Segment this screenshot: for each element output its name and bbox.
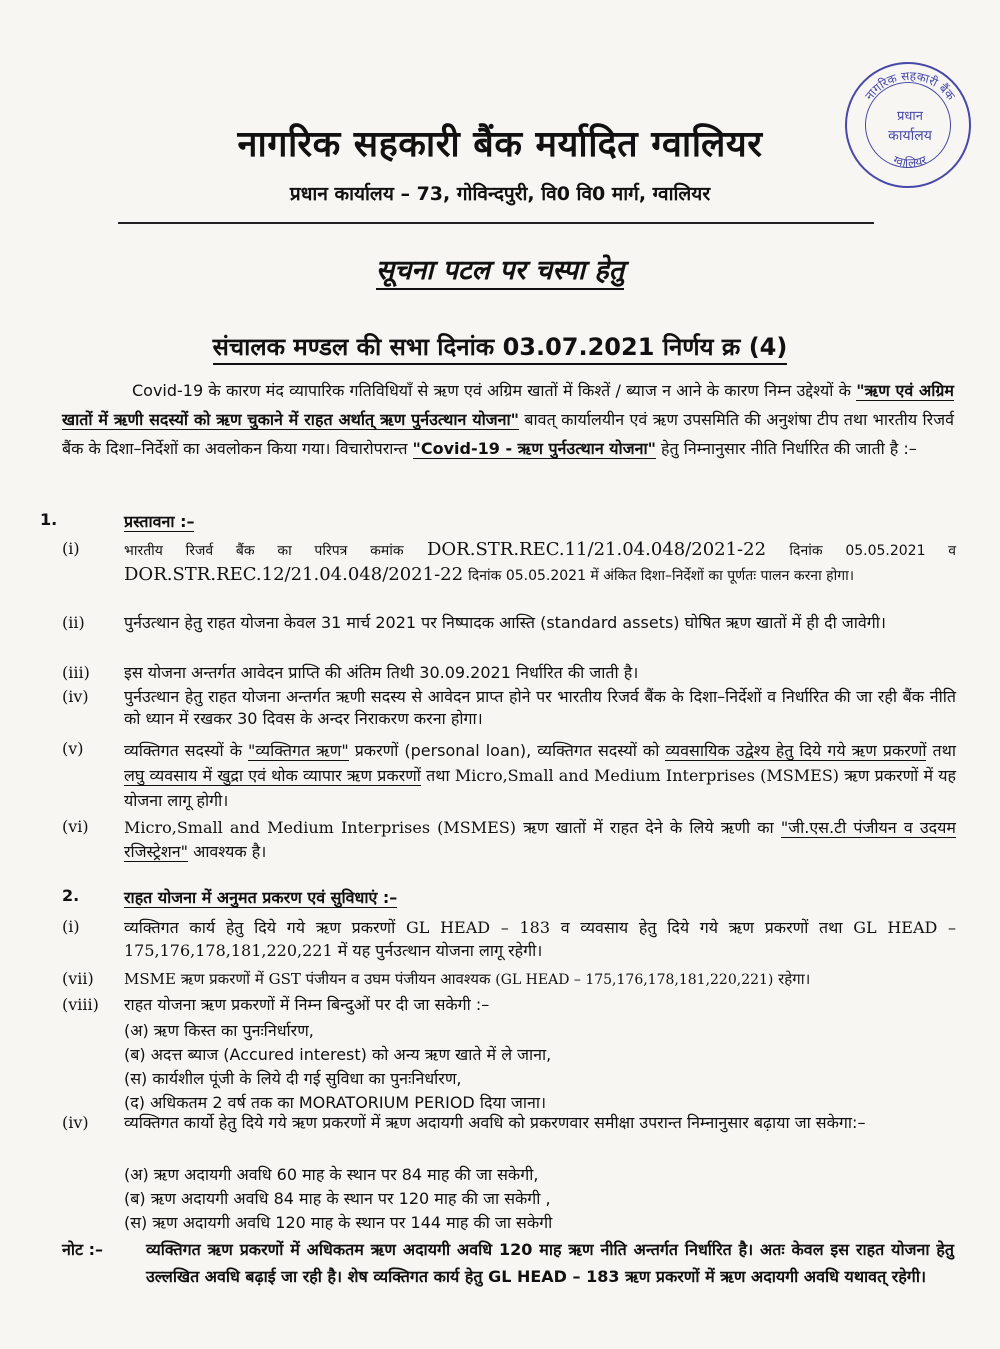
- item-number: (viii): [62, 995, 99, 1014]
- personal-loan-term: "व्यक्तिगत ऋण": [248, 741, 349, 760]
- item-text: व्यक्तिगत कार्य हेतु दिये गये ऋण प्रकरणों: [124, 918, 396, 937]
- item-text: ऋण प्रकरणों में: [180, 970, 264, 988]
- section2-title-wrap: [124, 886, 397, 908]
- intro-text-1: Covid-19 के कारण मंद व्यापारिक गतिविधियॉं से ऋण एवं अग्रिम खातों में किश्तें / ब्याज न आने के कारण निम्न उद्देश्यों के: [132, 381, 851, 400]
- item-text: राहत योजना ऋण प्रकरणों में निम्न बिन्दुओं पर दी जा सकेगी :–: [124, 995, 490, 1014]
- gst-term: GST: [268, 970, 301, 988]
- item-text: दिनांक 05.05.2021 व: [789, 543, 956, 559]
- section1-title: प्रस्तावना :–: [124, 512, 195, 531]
- s2-iv-sub-b: (ब) ऋण अदायगी अवधि 84 माह के स्थान पर 120 माह की जा सकेगी ,: [124, 1189, 551, 1208]
- item-text: भारतीय रिजर्व बैंक का परिपत्र कमांक: [124, 543, 404, 559]
- meeting-title: संचालक मण्डल की सभा दिनांक 03.07.2021 निर्णय क्र (4): [213, 333, 788, 365]
- intro-scheme-name: "ऋण एवं अग्रिम खातों में ऋणी सदस्यों को ऋण चुकाने में राहत अर्थात् ऋण पुर्नउत्थान योजना": [62, 381, 954, 429]
- section2-number: 2.: [62, 886, 80, 905]
- intro-text-3: बावत् कार्यालयीन एवं ऋण उपसमिति की अनुशंषा टीप तथा भारतीय रिजर्व बैंक के दिशा–निर्देशों का अवलोकन किया गया। विचारोपरान्त: [62, 410, 954, 458]
- notice-title-wrap: [0, 250, 1000, 287]
- s2-iv-sub-a: (अ) ऋण अदायगी अवधि 60 माह के स्थान पर 84 माह की जा सकेगी,: [124, 1165, 539, 1184]
- s2-viii-sub-a: (अ) ऋण किस्त का पुनःनिर्धारण,: [124, 1021, 314, 1040]
- item-text: व्यक्तिगत सदस्यों के: [124, 741, 242, 760]
- s2-viii-sub-d: (द) अधिकतम 2 वर्ष तक का MORATORIUM PERIOD दिया जाना।: [124, 1093, 547, 1112]
- item-text: ऋण प्रकरणों में यह योजना लागू होगी।: [124, 766, 957, 810]
- meeting-title-wrap: [0, 330, 1000, 363]
- note-label: नोट :–: [62, 1240, 104, 1259]
- item-number: (vi): [62, 817, 89, 836]
- header-rule: [118, 222, 874, 224]
- item-number: (iv): [62, 687, 89, 706]
- item-number: (iii): [62, 663, 90, 682]
- gl-head-list: GL HEAD – 175,176,178,181,220,221: [124, 918, 957, 960]
- s2-viii-sub-c: (स) कार्यशील पूंजी के लिये दी गई सुविधा का पुनःनिर्धारण,: [124, 1069, 462, 1088]
- item-number: (vii): [62, 969, 94, 988]
- gst-registration-term: "जी.एस.टी पंजीयन व उदयम रजिस्ट्रेशन": [124, 818, 956, 861]
- business-loan-term: व्यवसायिक उद्वेश्य हेतु दिये गये ऋण प्रकरणों: [665, 741, 927, 760]
- stamp-inner-ring: [865, 82, 951, 168]
- item-text: रहेगा।: [778, 970, 811, 988]
- item-text: पुर्नउत्थान हेतु राहत योजना अन्तर्गत ऋणी सदस्य से आवेदन प्राप्त होने पर भारतीय रिजर्व बैंक के दिशा–निर्देशों व निर्धारित की जा रही बैंक नीति को ध्यान में रखकर 30 दिवस के अन्दर निराकरण करना होगा।: [124, 687, 956, 728]
- section2-title: राहत योजना में अनुमत प्रकरण एवं सुविधाएं :–: [124, 888, 398, 907]
- gl-head-list: (GL HEAD – 175,176,178,181,220,221): [495, 972, 774, 988]
- item-text: दिनांक 05.05.2021 में अंकित दिशा–निर्देशों का पूर्णतः पालन करना होगा।: [468, 568, 855, 584]
- msmes-term: Micro,Small and Medium Interprises (MSMES): [124, 818, 517, 837]
- item-text: व्यक्तिगत कार्यो हेतु दिये गये ऋण प्रकरणों में ऋण अदायगी अवधि को प्रकरणवार समीक्षा उपरान्त निम्नानुसार बढ़ाया जा सकेगा:–: [124, 1113, 866, 1132]
- msme-term: MSME: [124, 970, 176, 988]
- item-number: (v): [62, 739, 84, 758]
- note-text: व्यक्तिगत ऋण प्रकरणों में अधिकतम ऋण अदायगी अवधि 120 माह ऋण नीति अन्तर्गत निर्धारित है। अतः केवल इस राहत योजना हेतु उल्लखित अवधि बढ़ाई जा रही है। शेष व्यक्तिगत कार्य हेतु GL HEAD – 183 ऋण प्रकरणों में ऋण अदायगी अवधि यथावत् रहेगी।: [146, 1240, 954, 1286]
- stamp-center-line1: प्रधान: [897, 109, 923, 124]
- s2-iv-sub-c: (स) ऋण अदायगी अवधि 120 माह के स्थान पर 144 माह की जा सकेगी: [124, 1213, 553, 1232]
- bank-address: प्रधान कार्यालय – 73, गोविन्दपुरी, वि0 वि0 मार्ग, ग्वालियर: [289, 183, 711, 205]
- retail-loan-term: लघु व्यवसाय में खुद्रा एवं थोक व्यापार ऋण प्रकरणों: [124, 766, 421, 785]
- section1-title-wrap: [124, 510, 194, 532]
- item-number: (i): [62, 539, 80, 558]
- item-text: आवश्यक है।: [193, 842, 267, 861]
- stamp-rim-bottom: ग्वालियर: [891, 152, 929, 170]
- item-number: (iv): [62, 1113, 89, 1132]
- section1-number: 1.: [40, 510, 58, 529]
- item-text: में यह पुर्नउत्थान योजना लागू रहेगी।: [337, 941, 543, 960]
- bank-name: नागरिक सहकारी बैंक मर्यादित ग्वालियर: [237, 124, 763, 165]
- gl-head-183: GL HEAD – 183: [405, 918, 551, 937]
- stamp-center-line2: कार्यालय: [888, 128, 932, 144]
- intro-covid-scheme: "Covid-19 - ऋण पुर्नउत्थान योजना": [412, 439, 656, 458]
- intro-text-5: हेतु निम्नानुसार नीति निर्धारित की जाती है :–: [661, 439, 917, 458]
- intro-paragraph: [62, 376, 954, 463]
- item-number: (ii): [62, 613, 85, 632]
- item-text: प्रकरणों (personal loan), व्यक्तिगत सदस्यों को: [354, 741, 660, 760]
- circular-ref-2: DOR.STR.REC.12/21.04.048/2021-22: [124, 564, 464, 585]
- stamp-rim-top: नागरिक सहकारी बैंक: [862, 68, 958, 103]
- item-text: तथा: [932, 741, 956, 760]
- item-text: व व्यवसाय हेतु दिये गये ऋण प्रकरणों तथा: [560, 918, 843, 937]
- item-text: इस योजना अन्तर्गत आवेदन प्राप्ति की अंतिम तिथी 30.09.2021 निर्धारित की जाती है।: [124, 663, 639, 682]
- office-stamp: [845, 62, 971, 188]
- circular-ref-1: DOR.STR.REC.11/21.04.048/2021-22: [426, 539, 767, 560]
- item-text: पंजीयन व उघम पंजीयन आवश्यक: [305, 970, 491, 988]
- item-number: (i): [62, 917, 80, 936]
- msmes-term: तथा Micro,Small and Medium Interprises (MSMES): [426, 766, 840, 785]
- notice-title: सूचना पटल पर चस्पा हेतु: [376, 255, 624, 290]
- item-text: ऋण खातों में राहत देने के लिये ऋणी का: [523, 818, 774, 837]
- item-text: पुर्नउत्थान हेतु राहत योजना केवल 31 मार्च 2021 पर निष्पादक आस्ति (standard assets) घोषित ऋण खातों में ही दी जावेगी।: [124, 613, 886, 632]
- s2-viii-sub-b: (ब) अदत्त ब्याज (Accured interest) को अन्य ऋण खाते में ले जाना,: [124, 1045, 552, 1064]
